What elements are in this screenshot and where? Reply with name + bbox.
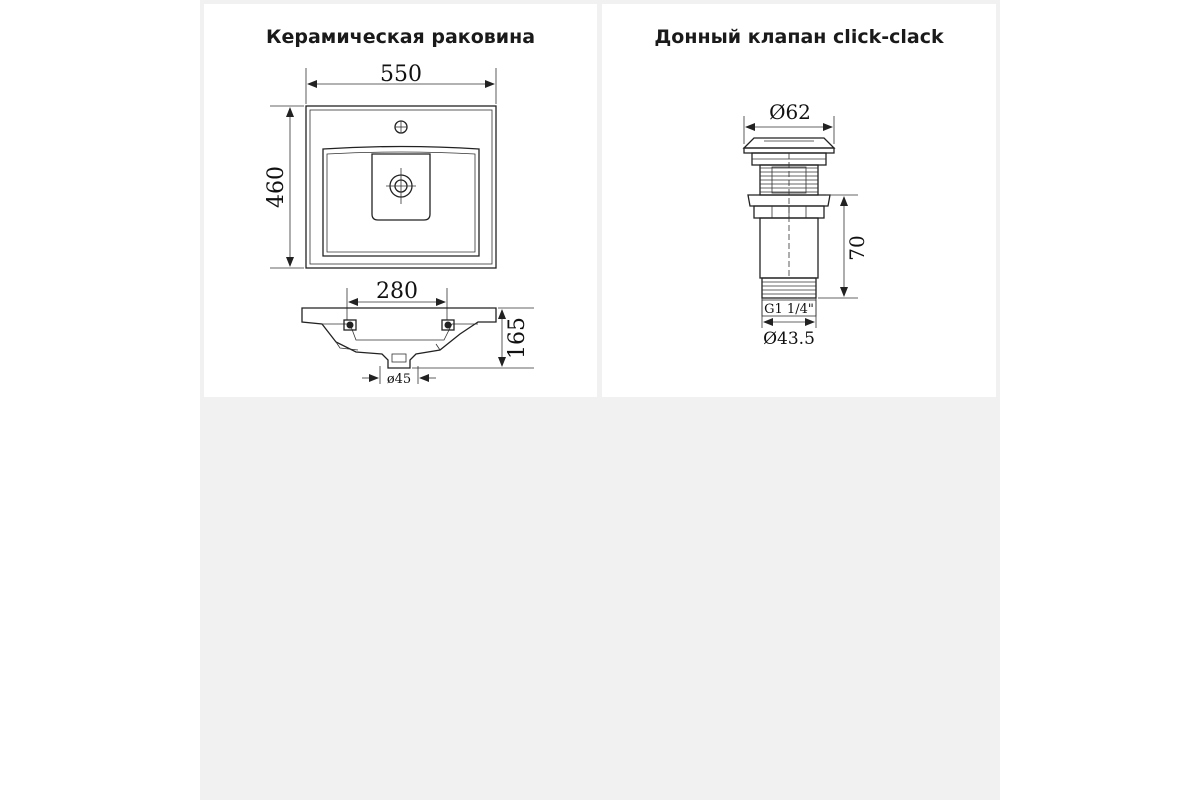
faucet-hole-icon bbox=[395, 121, 407, 133]
drain-hole-icon bbox=[386, 168, 416, 204]
valve-panel-title: Донный клапан click-clack bbox=[654, 26, 944, 48]
valve-drawing bbox=[602, 4, 996, 397]
dim-valve-height-label: 70 bbox=[845, 235, 869, 261]
dim-bowl-label: 280 bbox=[376, 279, 418, 304]
dim-top-diameter-label: Ø62 bbox=[769, 100, 811, 124]
sink-drawing bbox=[204, 4, 597, 397]
dim-height-label: 165 bbox=[505, 317, 530, 359]
valve-body bbox=[744, 138, 834, 298]
dim-bottom-diameter-label: Ø43.5 bbox=[763, 329, 815, 349]
sink-top-view bbox=[306, 106, 496, 268]
dim-drain-label: ø45 bbox=[386, 372, 412, 387]
sink-panel bbox=[204, 4, 597, 397]
sink-side-view bbox=[302, 308, 496, 368]
sink-panel-title: Керамическая раковина bbox=[265, 26, 536, 48]
dim-thread-label: G1 1/4" bbox=[764, 302, 814, 317]
dim-width-label: 550 bbox=[380, 62, 422, 87]
valve-panel bbox=[602, 4, 996, 397]
dim-depth-label: 460 bbox=[264, 166, 289, 208]
